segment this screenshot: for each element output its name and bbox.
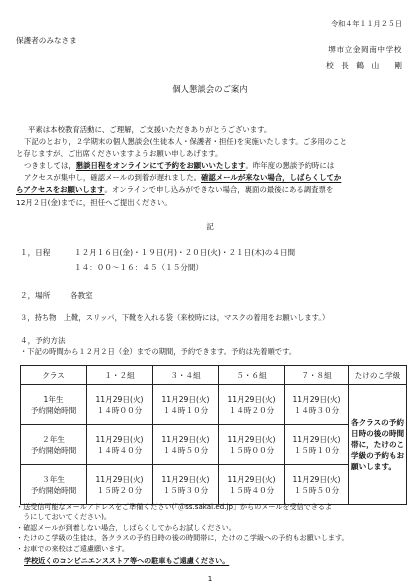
row-label-grade-1	[21, 385, 87, 425]
note-item: ・確認メールが到着しない場合，しばらくしてからお試しください。	[16, 522, 236, 532]
table-cell	[285, 385, 349, 425]
page-number: 1	[207, 574, 213, 583]
cell-date: 11月29日(火)	[227, 474, 276, 484]
intro-line-3: と存じますが、ご出席くださいますようお願い申しあげます。	[16, 149, 223, 159]
table-row-grade-1	[21, 385, 407, 425]
intro-line-5-pre: アクセスが集中し，確認メールの到着が遅れました。	[24, 173, 202, 183]
cell-time: １５時４０分	[228, 485, 275, 495]
cell-time: １４時５０分	[162, 445, 209, 455]
cell-time: １４時００分	[96, 405, 143, 415]
note-item: ・送受信可能なメールアドレスをご準備ください(「＠ss.sakai.ed.jp」からのメールを受信できるよ	[16, 502, 333, 511]
ki-heading: 記	[206, 222, 214, 231]
cell-date: 11月29日(火)	[95, 434, 144, 444]
header-class-1-2: １・２組	[87, 366, 153, 385]
table-cell	[87, 425, 153, 465]
cell-date: 11月29日(火)	[95, 474, 144, 484]
cell-date: 11月29日(火)	[227, 434, 276, 444]
intro-line-4-pre: つきましては，	[24, 161, 76, 171]
cell-time: １４時３０分	[293, 405, 340, 415]
table-cell	[285, 465, 349, 505]
table-cell	[153, 425, 219, 465]
intro-line-2: 下記のとおり，２学期末の個人懇談会(生徒本人・保護者・担任)を実施いたします。ご多用のこと	[24, 137, 347, 147]
table-cell	[219, 425, 285, 465]
grade-1-sublabel: 予約開始時間	[30, 405, 77, 415]
takenoko-note-line: 帯に，たけのこ	[351, 440, 405, 449]
note-item: ・お車での来校はご遠慮願います。	[16, 543, 129, 553]
recipient: 保護者のみなさま	[16, 36, 77, 45]
intro-line-5	[16, 172, 408, 184]
cell-time: １５時２０分	[96, 485, 143, 495]
row-label-grade-3	[21, 465, 87, 505]
cell-date: 11月29日(火)	[227, 394, 276, 404]
grade-1-label: 1年生	[43, 394, 64, 404]
grade-2-label: ２年生	[42, 434, 65, 444]
table-cell	[87, 385, 153, 425]
header-class: クラス	[21, 366, 87, 385]
cell-time: １４時２０分	[228, 405, 275, 415]
issue-date: 令和４年１１月２５日	[331, 19, 402, 28]
section-reservation-line: ・下記の時間から１２月２日（金）までの期間，予約できます。予約は先着順です。	[20, 347, 297, 356]
section-schedule-dates: １２月１６日(金)・１９日(月)・２０日(火)・２１日(木)の４日間	[74, 248, 296, 257]
table-cell	[153, 465, 219, 505]
parking-note: 学校近くのコンビニエンスストア等への駐車もご遠慮ください。	[24, 556, 230, 565]
school-name: 堺市立金岡南中学校	[328, 45, 402, 54]
cell-date: 11月29日(火)	[292, 474, 341, 484]
takenoko-note-line: 学級の予約もお	[351, 451, 405, 460]
section-schedule-times: １４：００～１６：４５（１５分間）	[74, 263, 204, 272]
header-class-3-4: ３・４組	[153, 366, 219, 385]
table-header-row	[21, 366, 407, 385]
header-takenoko: たけのこ学級	[349, 366, 407, 385]
intro-line-4-post: 。昨年度の懇談予約時には	[245, 161, 335, 171]
section-schedule-label: １，日程	[20, 248, 51, 257]
intro-line-7: 12月２日(金)までに，担任へご提出ください。	[16, 197, 172, 207]
cell-time: １４時４０分	[96, 445, 143, 455]
reservation-schedule-table	[20, 365, 407, 505]
table-cell	[285, 425, 349, 465]
intro-line-6-post: 。オンラインで申し込みができない場合，裏面の最後にある調査票を	[104, 185, 334, 195]
table-cell	[87, 465, 153, 505]
takenoko-note-line: 願いします。	[351, 462, 396, 471]
intro-line-4	[16, 160, 408, 172]
cell-date: 11月29日(火)	[161, 434, 210, 444]
cell-time: １５時３０分	[162, 485, 209, 495]
header-class-5-6: ５・６組	[219, 366, 285, 385]
cell-time: １４時１０分	[162, 405, 209, 415]
intro-line-1: 平素は本校教育活動に、ご理解，ご支援いただきありがとうございます。	[28, 125, 272, 134]
cell-date: 11月29日(火)	[292, 394, 341, 404]
section-location-value: 各教室	[70, 291, 93, 300]
table-cell	[153, 385, 219, 425]
cell-date: 11月29日(火)	[292, 434, 341, 444]
cell-time: １５時１０分	[293, 445, 340, 455]
table-cell	[219, 385, 285, 425]
takenoko-note	[349, 385, 407, 505]
cell-time: １５時５０分	[293, 485, 340, 495]
page-title: 個人懇談会のご案内	[172, 84, 248, 94]
cell-date: 11月29日(火)	[95, 394, 144, 404]
notes-list	[16, 502, 410, 554]
intro-paragraph	[16, 124, 408, 209]
principal-name: 校 長 鶴 山 剛	[326, 61, 402, 70]
grade-3-sublabel: 予約開始時間	[30, 485, 77, 495]
grade-3-label: ３年生	[42, 474, 65, 484]
section-belongings: ３，持ち物 上靴，スリッパ，下靴を入れる袋（来校時には，マスクの着用をお願いします。）	[20, 313, 330, 322]
note-item: うにしておいてください)。	[16, 512, 111, 522]
cell-time: １５時００分	[228, 445, 275, 455]
cell-date: 11月29日(火)	[161, 474, 210, 484]
intro-line-6	[16, 184, 408, 196]
table-cell	[219, 465, 285, 505]
takenoko-note-line: 日時の後の時間	[351, 429, 405, 438]
header-class-7-8: ７・８組	[285, 366, 349, 385]
cell-date: 11月29日(火)	[161, 394, 210, 404]
intro-online-request: 懇談日程をオンラインにて予約をお願いいたします	[75, 161, 246, 171]
note-item: ・たけのこ学級の生徒は，各クラスの予約日時の後の時間帯に，たけのこ学級への予約もお願いします。	[16, 533, 349, 543]
row-label-grade-2	[21, 425, 87, 465]
takenoko-note-line: 各クラスの予約	[351, 418, 404, 427]
intro-access-request: らアクセスをお願いします	[16, 185, 105, 195]
intro-email-warning: 確認メールが来ない場合，しばらくしてか	[201, 173, 342, 183]
section-location-label: ２，場所	[20, 291, 51, 300]
grade-2-sublabel: 予約開始時間	[30, 445, 77, 455]
section-reservation-label: ４，予約方法	[20, 336, 66, 345]
